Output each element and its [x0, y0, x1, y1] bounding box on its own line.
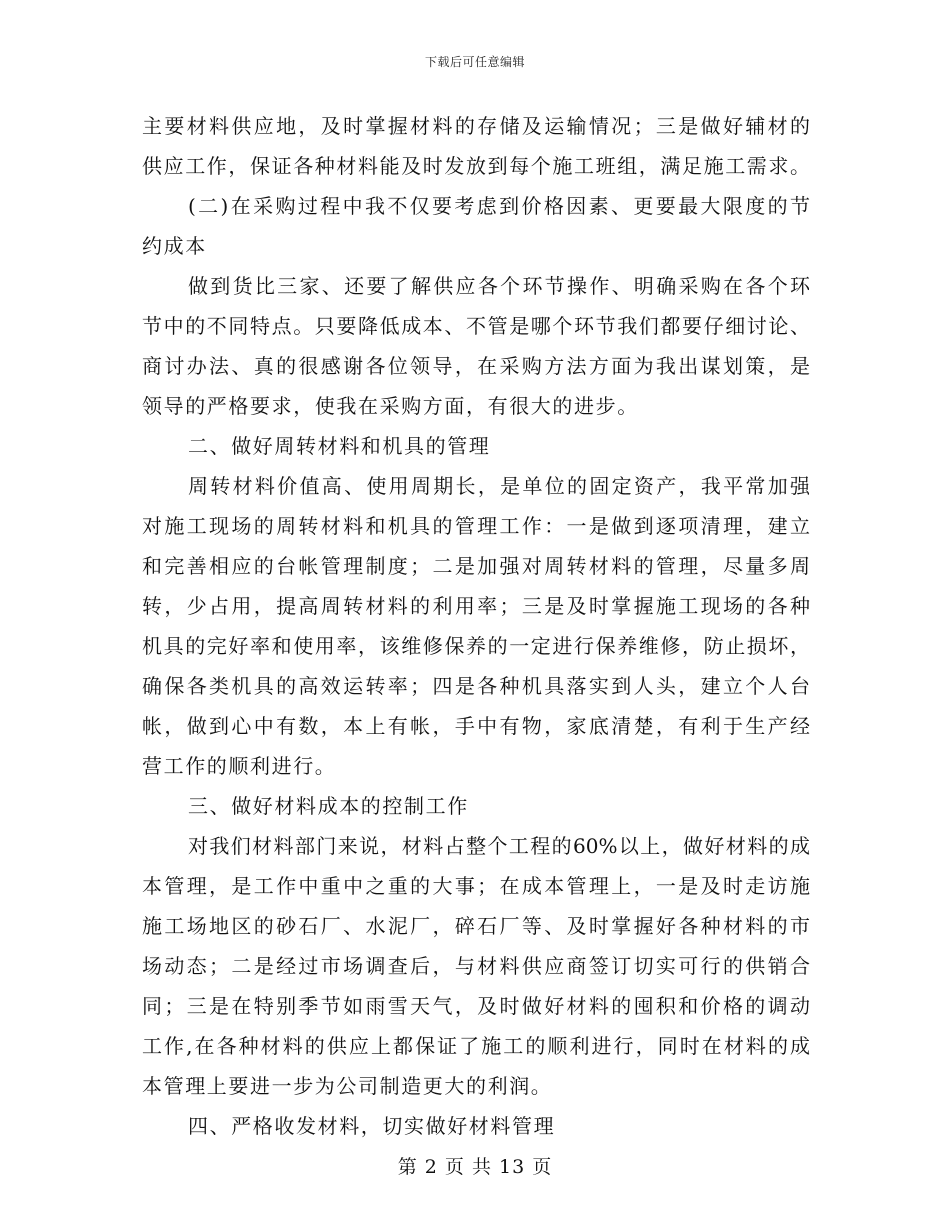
- document-body: [142, 106, 810, 1146]
- page-header: 下载后可任意编辑: [424, 55, 525, 69]
- body-line: 对我们材料部门来说，材料占整个工程的60%以上，做好材料的成: [188, 834, 810, 858]
- section-heading: 二、做好周转材料和机具的管理: [188, 434, 491, 458]
- body-line: 和完善相应的台帐管理制度；二是加强对周转材料的管理，尽量多周: [142, 554, 810, 578]
- body-line: 本管理上要进一步为公司制造更大的利润。: [142, 1074, 553, 1098]
- body-line: 帐，做到心中有数，本上有帐，手中有物，家底清楚，有利于生产经: [142, 714, 810, 738]
- body-line: 节中的不同特点。只要降低成本、不管是哪个环节我们都要仔细讨论、: [142, 314, 810, 338]
- body-line: 施工场地区的砂石厂、水泥厂，碎石厂等、及时掌握好各种材料的市: [142, 914, 810, 938]
- body-line: 周转材料价值高、使用周期长，是单位的固定资产，我平常加强: [188, 474, 810, 498]
- body-line: 商讨办法、真的很感谢各位领导，在采购方法方面为我出谋划策，是: [142, 354, 810, 378]
- body-line: 工作,在各种材料的供应上都保证了施工的顺利进行，同时在材料的成: [142, 1034, 810, 1058]
- body-line: 做到货比三家、还要了解供应各个环节操作、明确采购在各个环: [188, 274, 810, 298]
- body-line: 转，少占用，提高周转材料的利用率；三是及时掌握施工现场的各种: [142, 594, 810, 618]
- body-line: 供应工作，保证各种材料能及时发放到每个施工班组，满足施工需求。: [142, 154, 810, 178]
- body-line: 对施工现场的周转材料和机具的管理工作：一是做到逐项清理，建立: [142, 514, 810, 538]
- section-heading: 四、严格收发材料，切实做好材料管理: [188, 1114, 556, 1138]
- section-heading: 三、做好材料成本的控制工作: [188, 794, 469, 818]
- section-heading-line: 约成本: [142, 234, 207, 258]
- body-line: 同；三是在特别季节如雨雪天气，及时做好材料的囤积和价格的调动: [142, 994, 810, 1018]
- body-line: 领导的严格要求，使我在采购方面，有很大的进步。: [142, 394, 639, 418]
- section-heading-line: (二)在采购过程中我不仅要考虑到价格因素、更要最大限度的节: [188, 194, 810, 218]
- page-number-footer: 第 2 页 共 13 页: [397, 1156, 553, 1178]
- body-line: 营工作的顺利进行。: [142, 754, 337, 778]
- body-line: 主要材料供应地，及时掌握材料的存储及运输情况；三是做好辅材的: [142, 114, 810, 138]
- body-line: 本管理，是工作中重中之重的大事；在成本管理上，一是及时走访施: [142, 874, 810, 898]
- body-line: 确保各类机具的高效运转率；四是各种机具落实到人头，建立个人台: [142, 674, 810, 698]
- body-line: 机具的完好率和使用率，该维修保养的一定进行保养维修，防止损坏，: [142, 634, 810, 658]
- body-line: 场动态；二是经过市场调查后，与材料供应商签订切实可行的供销合: [142, 954, 810, 978]
